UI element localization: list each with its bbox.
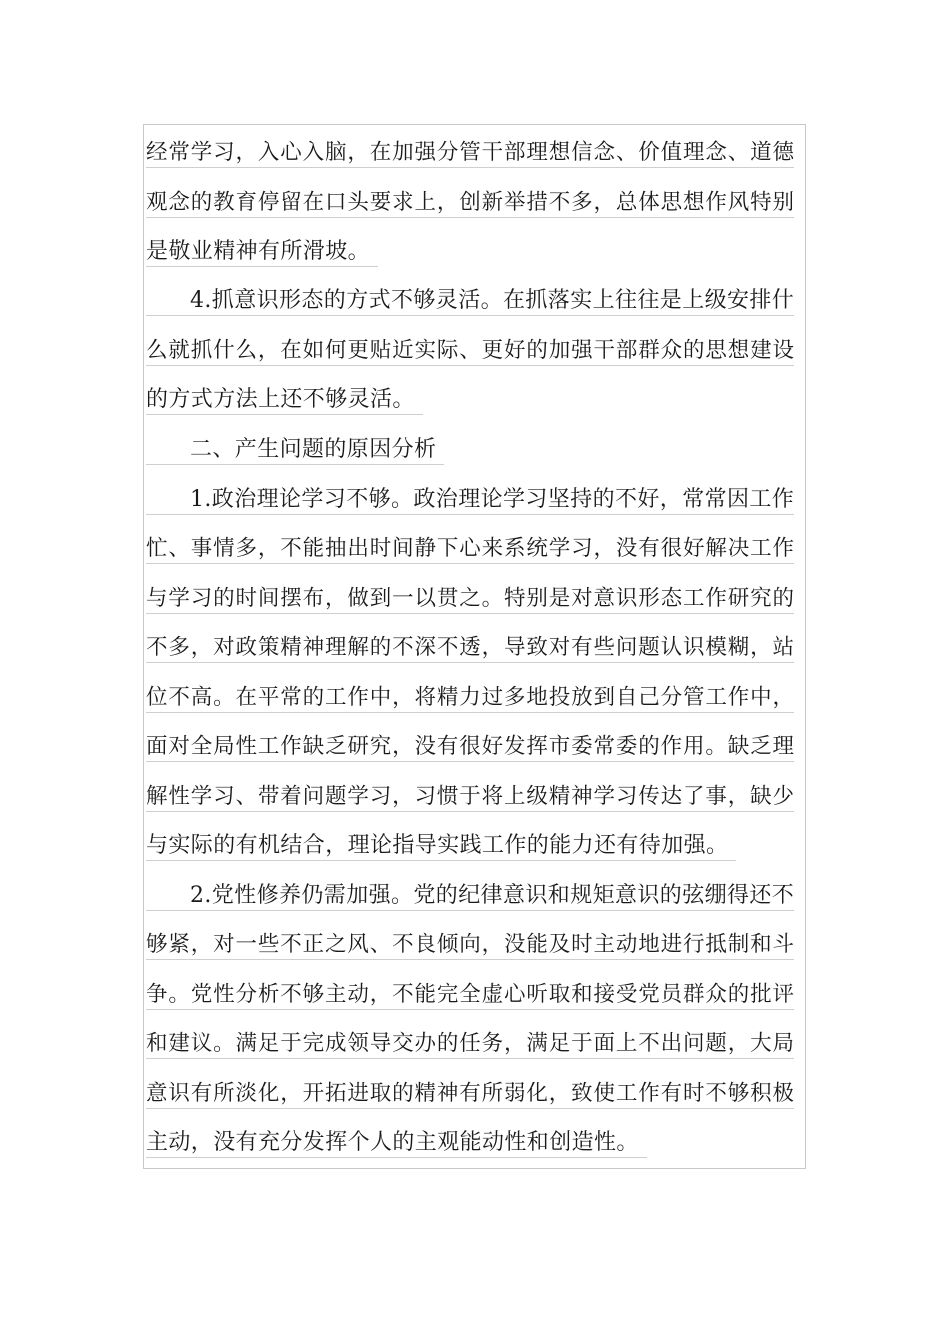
text-line: 么就抓什么，在如何更贴近实际、更好的加强干部群众的思想建设 [146,336,794,366]
text-line: 是敬业精神有所滑坡。 [146,237,378,267]
text-line: 主动，没有充分发挥个人的主观能动性和创造性。 [146,1128,647,1158]
text-line: 争。党性分析不够主动，不能完全虚心听取和接受党员群众的批评 [146,980,794,1010]
text-line: 面对全局性工作缺乏研究，没有很好发挥市委常委的作用。缺乏理 [146,732,794,762]
text-line: 忙、事情多，不能抽出时间静下心来系统学习，没有很好解决工作 [146,534,794,564]
text-line: 观念的教育停留在口头要求上，创新举措不多，总体思想作风特别 [146,188,794,218]
text-line: 不多，对政策精神理解的不深不透，导致对有些问题认识模糊，站 [146,633,794,663]
paragraph-start-line: 1.政治理论学习不够。政治理论学习坚持的不好，常常因工作 [146,485,794,515]
text-line: 意识有所淡化，开拓进取的精神有所弱化，致使工作有时不够积极 [146,1079,794,1109]
text-line: 和建议。满足于完成领导交办的任务，满足于面上不出问题，大局 [146,1029,794,1059]
paragraph-start-line: 2.党性修养仍需加强。党的纪律意识和规矩意识的弦绷得还不 [146,881,794,911]
text-line: 解性学习、带着问题学习，习惯于将上级精神学习传达了事，缺少 [146,782,794,812]
text-line: 位不高。在平常的工作中，将精力过多地投放到自己分管工作中， [146,683,794,713]
text-line: 与实际的有机结合，理论指导实践工作的能力还有待加强。 [146,831,736,861]
text-line: 的方式方法上还不够灵活。 [146,385,423,415]
text-line: 与学习的时间摆布，做到一以贯之。特别是对意识形态工作研究的 [146,584,794,614]
paragraph-start-line: 4.抓意识形态的方式不够灵活。在抓落实上往往是上级安排什 [146,286,794,316]
text-line: 够紧，对一些不正之风、不良倾向，没能及时主动地进行抵制和斗 [146,930,794,960]
text-line: 经常学习，入心入脑，在加强分管干部理想信念、价值理念、道德 [146,138,794,168]
section-heading: 二、产生问题的原因分析 [146,435,444,465]
